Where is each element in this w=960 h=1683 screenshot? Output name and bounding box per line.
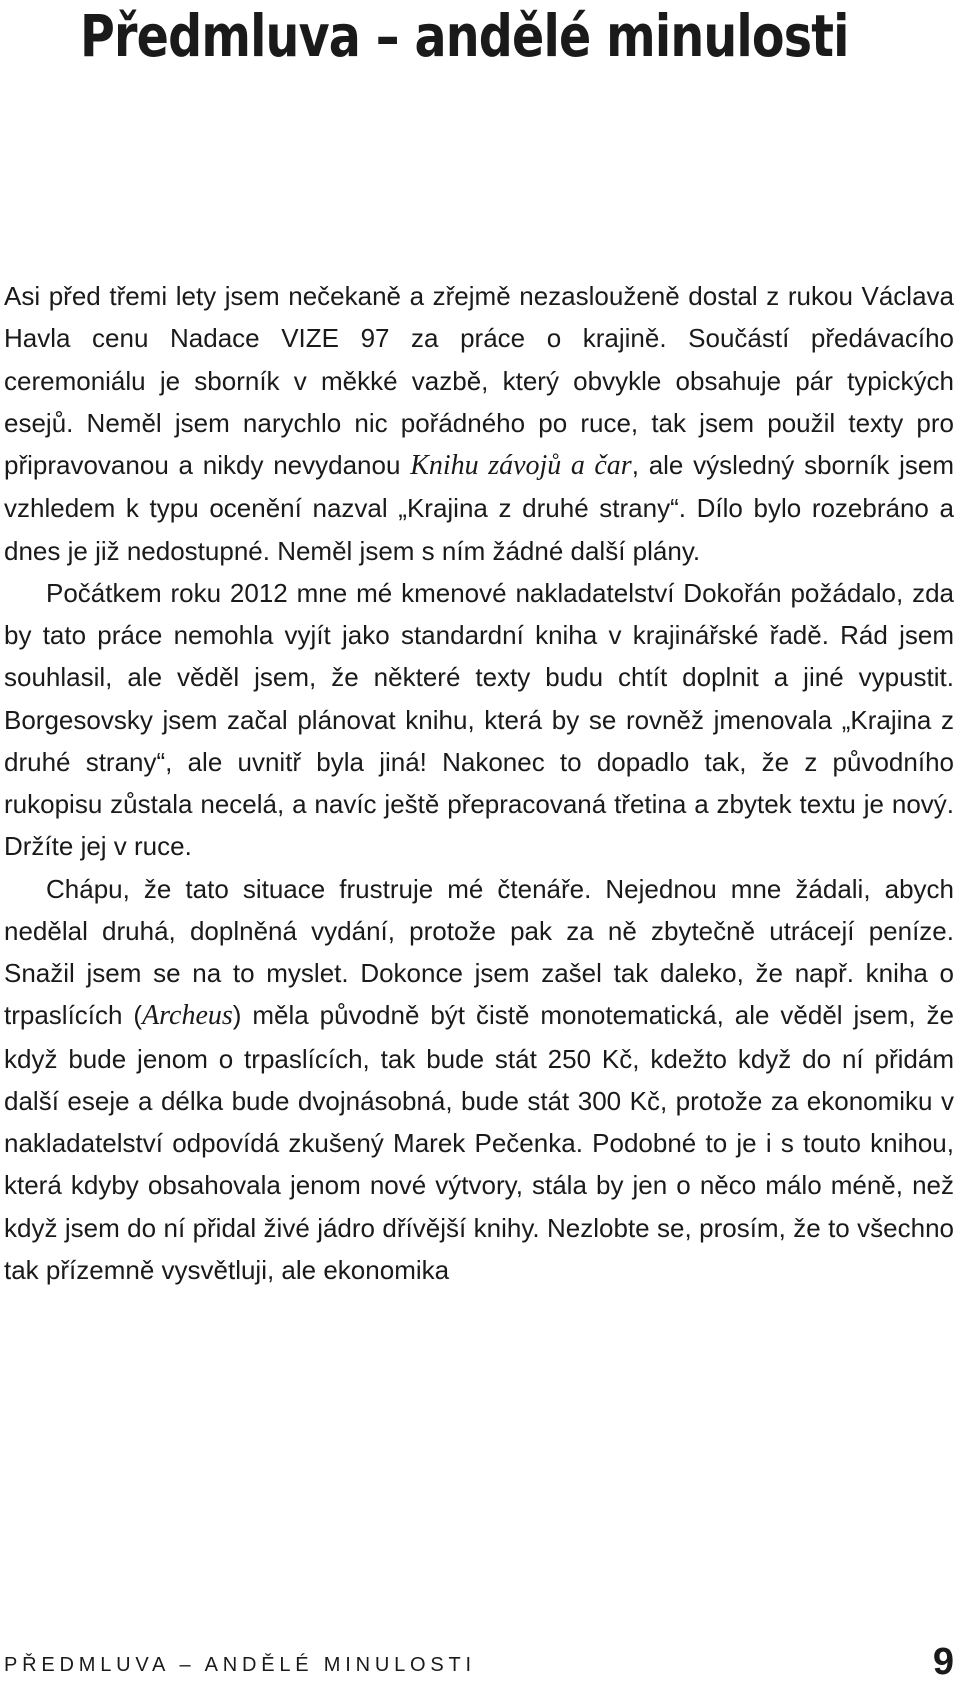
running-head: PŘEDMLUVA – ANDĚLÉ MINULOSTI: [4, 1654, 476, 1676]
book-title-italic: Archeus: [142, 1000, 233, 1032]
page-number: 9: [932, 1641, 954, 1683]
paragraph-3: [4, 868, 954, 1292]
book-title-italic: Knihu závojů a čar: [410, 450, 632, 481]
paragraph-text: Počátkem roku 2012 mne mé kmenové nakladatelství Dokořán požádalo, zda by tato práce nemohla vyjít jako standardní kniha v krajinářské řadě. Rád jsem souhlasil, ale věděl jsem, že některé texty budu chtít doplnit a jiné vypustit. Borgesovsky jsem začal plánovat knihu, která by se rovněž jmenovala „Krajina z druhé strany“, ale uvnitř byla jiná! Nakonec to dopadlo tak, že z původního rukopisu zůstala necelá, a navíc ještě přepracovaná třetina a zbytek textu je nový. Držíte jej v ruce.: [4, 577, 954, 862]
paragraph-text: ) měla původně být čistě monotematická, ale věděl jsem, že když bude jenom o trpaslících, tak bude stát 250 Kč, kdežto když do ní přidám další eseje a délka bude dvojnásobná, bude stát 300 Kč, protože za ekonomiku v nakladatelství odpovídá zkušený Marek Pečenka. Podobné to je i s touto knihou, která kdyby obsahovala jenom nové výtvory, stála by jen o něco málo méně, než když jsem do ní přidal živé jádro dřívější knihy. Nezlobte se, prosím, že to všechno tak přízemně vysvětluji, ale ekonomika: [4, 1000, 954, 1285]
page-title: Předmluva – andělé minulosti: [80, 2, 849, 70]
paragraph-1: [4, 275, 954, 572]
body-text: [4, 275, 954, 1291]
paragraph-text: Chápu, že tato situace frustruje mé čtenáře. Nejednou mne žádali, abych nedělal druhá, doplněná vydání, protože pak za ně zbytečně utrácejí peníze. Snažil jsem se na to myslet. Dokonce jsem zašel tak daleko, že např. kniha o trpaslících (: [4, 873, 954, 1031]
paragraph-text: Asi před třemi lety jsem nečekaně a zřejmě nezaslouženě dostal z rukou Václava Havla cenu Nadace VIZE 97 za práce o krajině. Součástí předávacího ceremoniálu je sborník v měkké vazbě, který obvykle obsahuje pár typických esejů. Neměl jsem narychlo nic pořádného po ruce, tak jsem použil texty pro připravovanou a nikdy nevydanou: [4, 281, 954, 480]
paragraph-2: [4, 572, 954, 868]
paragraph-text: , ale výsledný sborník jsem vzhledem k typu ocenění nazval „Krajina z druhé strany“. Dílo bylo rozebráno a dnes je již nedostupné. Neměl jsem s ním žádné další plány.: [4, 450, 954, 566]
